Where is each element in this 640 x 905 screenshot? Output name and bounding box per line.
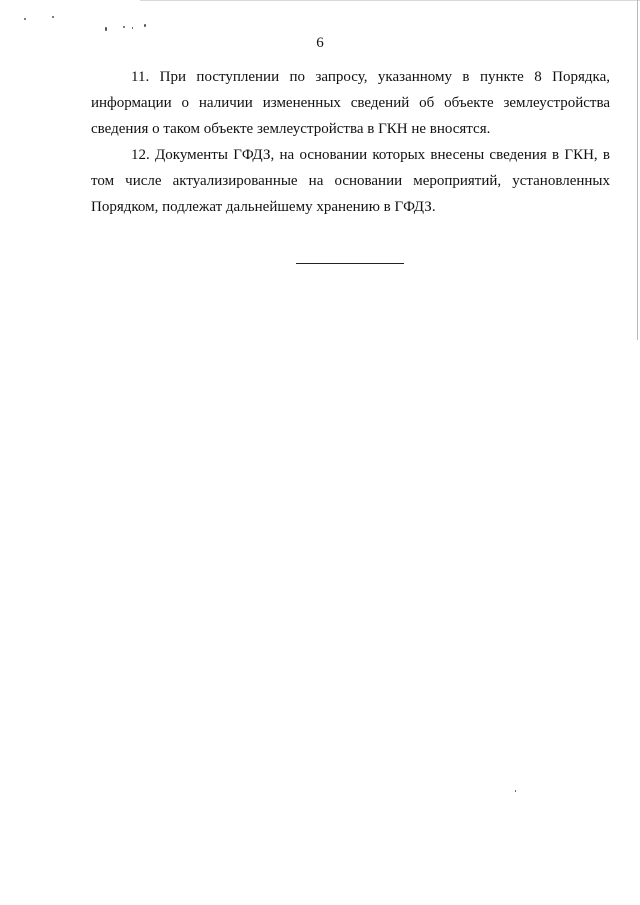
- scan-speck: [105, 27, 107, 31]
- scan-speck: [132, 27, 133, 29]
- scan-speck: [24, 18, 26, 20]
- page-number: 6: [316, 35, 324, 51]
- paragraph-11: 11. При поступлении по запросу, указанному в пункте 8 Порядка, информации о наличии измененных сведений об объекте землеустройства сведения о таком объекте землеустройства в ГКН не вносятся.: [91, 69, 610, 137]
- scan-speck: [144, 24, 146, 27]
- scan-speck: [515, 790, 516, 792]
- paragraph-12: 12. Документы ГФДЗ, на основании которых внесены сведения в ГКН, в том числе актуализированные на основании мероприятий, установленных Порядком, подлежат дальнейшему хранению в ГФДЗ.: [91, 147, 610, 215]
- scan-speck: [52, 16, 54, 18]
- scan-edge-top: [140, 0, 640, 1]
- scan-speck: [123, 26, 125, 28]
- end-rule-divider: [296, 263, 404, 264]
